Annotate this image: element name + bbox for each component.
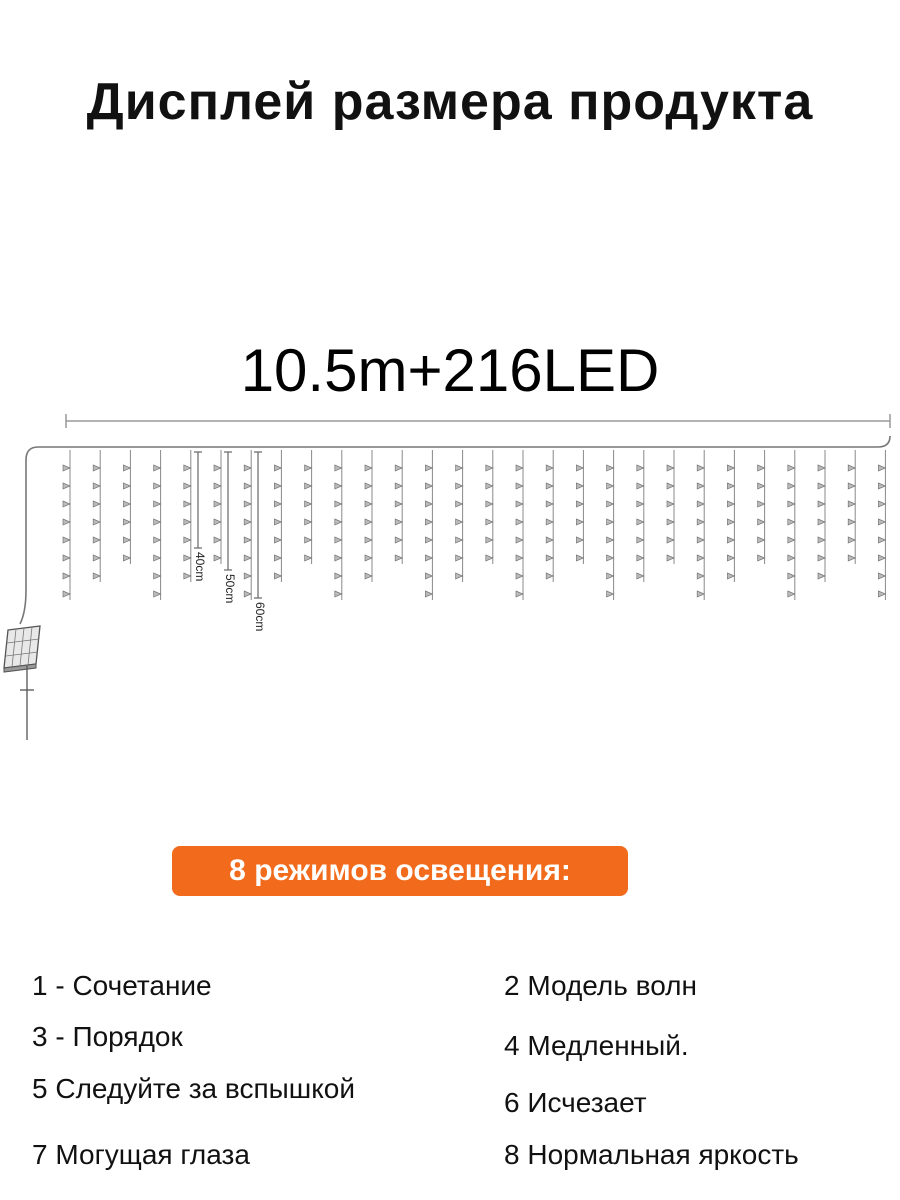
led-bulb xyxy=(878,465,885,471)
led-bulb xyxy=(788,591,795,597)
icicle-strand xyxy=(395,450,402,564)
led-bulb xyxy=(727,537,734,543)
led-bulb xyxy=(758,465,765,471)
icicle-strand xyxy=(274,450,281,582)
icicle-strand xyxy=(667,450,674,564)
led-bulb xyxy=(305,555,312,561)
led-bulb xyxy=(486,537,493,543)
led-bulb xyxy=(244,537,251,543)
led-bulb xyxy=(425,555,432,561)
led-bulb xyxy=(516,501,523,507)
led-bulb xyxy=(667,537,674,543)
mode-item-7: 7 Могущая глаза xyxy=(32,1139,250,1170)
led-bulb xyxy=(93,501,100,507)
led-bulb xyxy=(818,537,825,543)
led-bulb xyxy=(848,519,855,525)
led-bulb xyxy=(335,537,342,543)
led-bulb xyxy=(335,465,342,471)
led-bulb xyxy=(154,465,161,471)
led-bulb xyxy=(395,537,402,543)
led-bulb xyxy=(758,519,765,525)
led-bulb xyxy=(244,519,251,525)
led-bulb xyxy=(637,555,644,561)
led-bulb xyxy=(365,483,372,489)
led-bulb xyxy=(335,501,342,507)
led-bulb xyxy=(274,501,281,507)
led-bulb xyxy=(456,537,463,543)
led-bulb xyxy=(848,465,855,471)
led-bulb xyxy=(63,519,70,525)
led-bulb xyxy=(154,519,161,525)
led-bulb xyxy=(607,573,614,579)
led-bulb xyxy=(335,555,342,561)
led-bulb xyxy=(425,519,432,525)
icicle-strand xyxy=(93,450,100,582)
led-bulb xyxy=(335,573,342,579)
icicle-strand xyxy=(727,450,734,582)
icicle-strand xyxy=(214,450,221,564)
led-bulb xyxy=(274,573,281,579)
led-bulb xyxy=(184,501,191,507)
led-bulb xyxy=(184,537,191,543)
led-bulb xyxy=(395,519,402,525)
solar-panel-icon xyxy=(4,626,40,672)
led-bulb xyxy=(546,465,553,471)
led-bulb xyxy=(274,555,281,561)
led-bulb xyxy=(667,465,674,471)
led-bulb xyxy=(697,573,704,579)
led-bulb xyxy=(425,501,432,507)
led-bulb xyxy=(878,519,885,525)
led-bulb xyxy=(425,573,432,579)
led-bulb xyxy=(516,465,523,471)
led-bulb xyxy=(274,537,281,543)
led-bulb xyxy=(607,591,614,597)
led-bulb xyxy=(878,555,885,561)
led-bulb xyxy=(486,555,493,561)
icicle-strand xyxy=(576,450,583,564)
led-bulb xyxy=(607,465,614,471)
led-bulb xyxy=(697,483,704,489)
led-bulb xyxy=(123,465,130,471)
ground-stake-icon xyxy=(20,666,34,740)
led-bulb xyxy=(758,501,765,507)
led-bulb xyxy=(244,465,251,471)
led-bulb xyxy=(214,537,221,543)
led-bulb xyxy=(516,591,523,597)
led-bulb xyxy=(727,573,734,579)
led-bulb xyxy=(878,573,885,579)
led-bulb xyxy=(123,501,130,507)
mode-item-2: 2 Модель волн xyxy=(504,970,697,1001)
drop-label-50: 50cm xyxy=(223,574,237,604)
led-bulb xyxy=(93,555,100,561)
led-bulb xyxy=(274,465,281,471)
led-bulb xyxy=(607,555,614,561)
led-bulb xyxy=(697,591,704,597)
led-bulb xyxy=(184,465,191,471)
led-bulb xyxy=(818,573,825,579)
led-bulb xyxy=(335,483,342,489)
led-bulb xyxy=(244,555,251,561)
led-bulb xyxy=(335,591,342,597)
led-bulb xyxy=(305,537,312,543)
led-bulb xyxy=(365,537,372,543)
led-bulb xyxy=(63,483,70,489)
led-bulb xyxy=(154,591,161,597)
icicle-strands xyxy=(63,450,885,600)
led-bulb xyxy=(788,537,795,543)
led-bulb xyxy=(154,501,161,507)
led-bulb xyxy=(425,537,432,543)
led-bulb xyxy=(154,483,161,489)
led-bulb xyxy=(516,573,523,579)
width-dimension-line xyxy=(66,414,890,428)
led-bulb xyxy=(727,501,734,507)
led-bulb xyxy=(758,483,765,489)
icicle-strand xyxy=(123,450,130,564)
led-bulb xyxy=(607,519,614,525)
led-bulb xyxy=(848,483,855,489)
led-bulb xyxy=(637,573,644,579)
led-bulb xyxy=(546,537,553,543)
led-bulb xyxy=(425,465,432,471)
led-bulb xyxy=(667,483,674,489)
led-bulb xyxy=(516,555,523,561)
led-bulb xyxy=(637,483,644,489)
led-bulb xyxy=(214,483,221,489)
led-bulb xyxy=(274,519,281,525)
led-bulb xyxy=(244,501,251,507)
led-bulb xyxy=(818,465,825,471)
led-bulb xyxy=(848,555,855,561)
led-bulb xyxy=(878,501,885,507)
led-bulb xyxy=(667,519,674,525)
led-bulb xyxy=(667,555,674,561)
led-bulb xyxy=(576,483,583,489)
led-bulb xyxy=(758,537,765,543)
mode-item-4: 4 Медленный. xyxy=(504,1030,689,1061)
led-bulb xyxy=(305,501,312,507)
led-bulb xyxy=(305,519,312,525)
mode-item-3: 3 - Порядок xyxy=(32,1021,183,1052)
led-bulb xyxy=(456,555,463,561)
led-bulb xyxy=(758,555,765,561)
led-bulb xyxy=(63,555,70,561)
led-bulb xyxy=(667,501,674,507)
led-bulb xyxy=(516,519,523,525)
led-bulb xyxy=(576,555,583,561)
icicle-strand xyxy=(607,450,614,600)
led-bulb xyxy=(607,501,614,507)
icicle-strand xyxy=(244,450,251,600)
led-bulb xyxy=(93,483,100,489)
led-bulb xyxy=(727,483,734,489)
led-bulb xyxy=(576,501,583,507)
led-bulb xyxy=(848,537,855,543)
led-bulb xyxy=(727,465,734,471)
led-bulb xyxy=(456,573,463,579)
icicle-strand xyxy=(425,450,432,600)
led-bulb xyxy=(395,501,402,507)
icicle-strand xyxy=(486,450,493,564)
icicle-strand xyxy=(335,450,342,600)
led-bulb xyxy=(214,501,221,507)
led-bulb xyxy=(395,483,402,489)
led-bulb xyxy=(63,537,70,543)
led-bulb xyxy=(788,573,795,579)
led-bulb xyxy=(516,537,523,543)
led-bulb xyxy=(546,501,553,507)
led-bulb xyxy=(63,591,70,597)
page-title: Дисплей размера продукта xyxy=(86,73,814,131)
icicle-strand xyxy=(697,450,704,600)
led-bulb xyxy=(486,465,493,471)
icicle-strand xyxy=(848,450,855,564)
led-bulb xyxy=(727,519,734,525)
led-bulb xyxy=(788,465,795,471)
led-bulb xyxy=(546,555,553,561)
led-bulb xyxy=(546,573,553,579)
led-bulb xyxy=(395,465,402,471)
led-bulb xyxy=(788,501,795,507)
led-bulb xyxy=(607,537,614,543)
led-bulb xyxy=(244,573,251,579)
led-bulb xyxy=(697,465,704,471)
led-bulb xyxy=(123,483,130,489)
led-bulb xyxy=(154,573,161,579)
led-bulb xyxy=(697,555,704,561)
led-bulb xyxy=(456,501,463,507)
mode-item-5: 5 Следуйте за вспышкой xyxy=(32,1073,355,1104)
led-bulb xyxy=(63,573,70,579)
led-bulb xyxy=(184,483,191,489)
led-bulb xyxy=(637,501,644,507)
led-bulb xyxy=(788,483,795,489)
led-bulb xyxy=(788,519,795,525)
led-bulb xyxy=(93,537,100,543)
led-bulb xyxy=(305,483,312,489)
led-bulb xyxy=(365,519,372,525)
led-bulb xyxy=(486,483,493,489)
led-bulb xyxy=(93,465,100,471)
drop-label-60: 60cm xyxy=(253,602,267,632)
icicle-strand xyxy=(758,450,765,564)
icicle-strand xyxy=(516,450,523,600)
led-bulb xyxy=(607,483,614,489)
led-bulb xyxy=(456,519,463,525)
led-bulb xyxy=(456,483,463,489)
modes-heading-badge: 8 режимов освещения: xyxy=(172,846,628,896)
led-bulb xyxy=(516,483,523,489)
mode-item-8: 8 Нормальная яркость xyxy=(504,1139,799,1170)
led-bulb xyxy=(878,537,885,543)
led-bulb xyxy=(818,555,825,561)
led-bulb xyxy=(788,555,795,561)
led-bulb xyxy=(486,501,493,507)
led-bulb xyxy=(123,519,130,525)
drop-label-40: 40cm xyxy=(193,552,207,582)
led-bulb xyxy=(365,465,372,471)
led-bulb xyxy=(878,483,885,489)
led-bulb xyxy=(425,591,432,597)
icicle-light-diagram xyxy=(0,400,900,760)
icicle-strand xyxy=(154,450,161,600)
led-bulb xyxy=(244,483,251,489)
led-bulb xyxy=(637,465,644,471)
icicle-strand xyxy=(365,450,372,582)
led-bulb xyxy=(878,591,885,597)
led-bulb xyxy=(184,519,191,525)
led-bulb xyxy=(63,465,70,471)
led-bulb xyxy=(214,465,221,471)
led-bulb xyxy=(637,519,644,525)
led-bulb xyxy=(848,501,855,507)
led-bulb xyxy=(244,591,251,597)
main-wire xyxy=(20,436,890,624)
led-bulb xyxy=(93,573,100,579)
led-bulb xyxy=(576,519,583,525)
led-bulb xyxy=(576,465,583,471)
led-bulb xyxy=(697,537,704,543)
led-bulb xyxy=(365,501,372,507)
led-bulb xyxy=(274,483,281,489)
icicle-strand xyxy=(818,450,825,582)
icicle-strand xyxy=(456,450,463,582)
led-bulb xyxy=(697,519,704,525)
led-bulb xyxy=(214,555,221,561)
led-bulb xyxy=(305,465,312,471)
led-bulb xyxy=(546,483,553,489)
led-bulb xyxy=(818,501,825,507)
icicle-strand xyxy=(63,450,70,600)
led-bulb xyxy=(818,519,825,525)
icicle-strand xyxy=(878,450,885,600)
led-bulb xyxy=(576,537,583,543)
led-bulb xyxy=(184,555,191,561)
icicle-strand xyxy=(184,450,191,582)
led-bulb xyxy=(365,555,372,561)
led-bulb xyxy=(214,519,221,525)
icicle-strand xyxy=(546,450,553,582)
size-label: 10.5m+216LED xyxy=(240,337,660,404)
led-bulb xyxy=(63,501,70,507)
led-bulb xyxy=(546,519,553,525)
mode-item-6: 6 Исчезает xyxy=(504,1087,647,1118)
led-bulb xyxy=(395,555,402,561)
led-bulb xyxy=(456,465,463,471)
led-bulb xyxy=(486,519,493,525)
led-bulb xyxy=(697,501,704,507)
led-bulb xyxy=(93,519,100,525)
led-bulb xyxy=(727,555,734,561)
led-bulb xyxy=(154,555,161,561)
led-bulb xyxy=(425,483,432,489)
icicle-strand xyxy=(637,450,644,582)
led-bulb xyxy=(335,519,342,525)
led-bulb xyxy=(123,555,130,561)
led-bulb xyxy=(365,573,372,579)
icicle-strand xyxy=(788,450,795,600)
led-bulb xyxy=(637,537,644,543)
icicle-strand xyxy=(305,450,312,564)
led-bulb xyxy=(154,537,161,543)
led-bulb xyxy=(184,573,191,579)
led-bulb xyxy=(123,537,130,543)
mode-item-1: 1 - Сочетание xyxy=(32,970,212,1001)
led-bulb xyxy=(818,483,825,489)
